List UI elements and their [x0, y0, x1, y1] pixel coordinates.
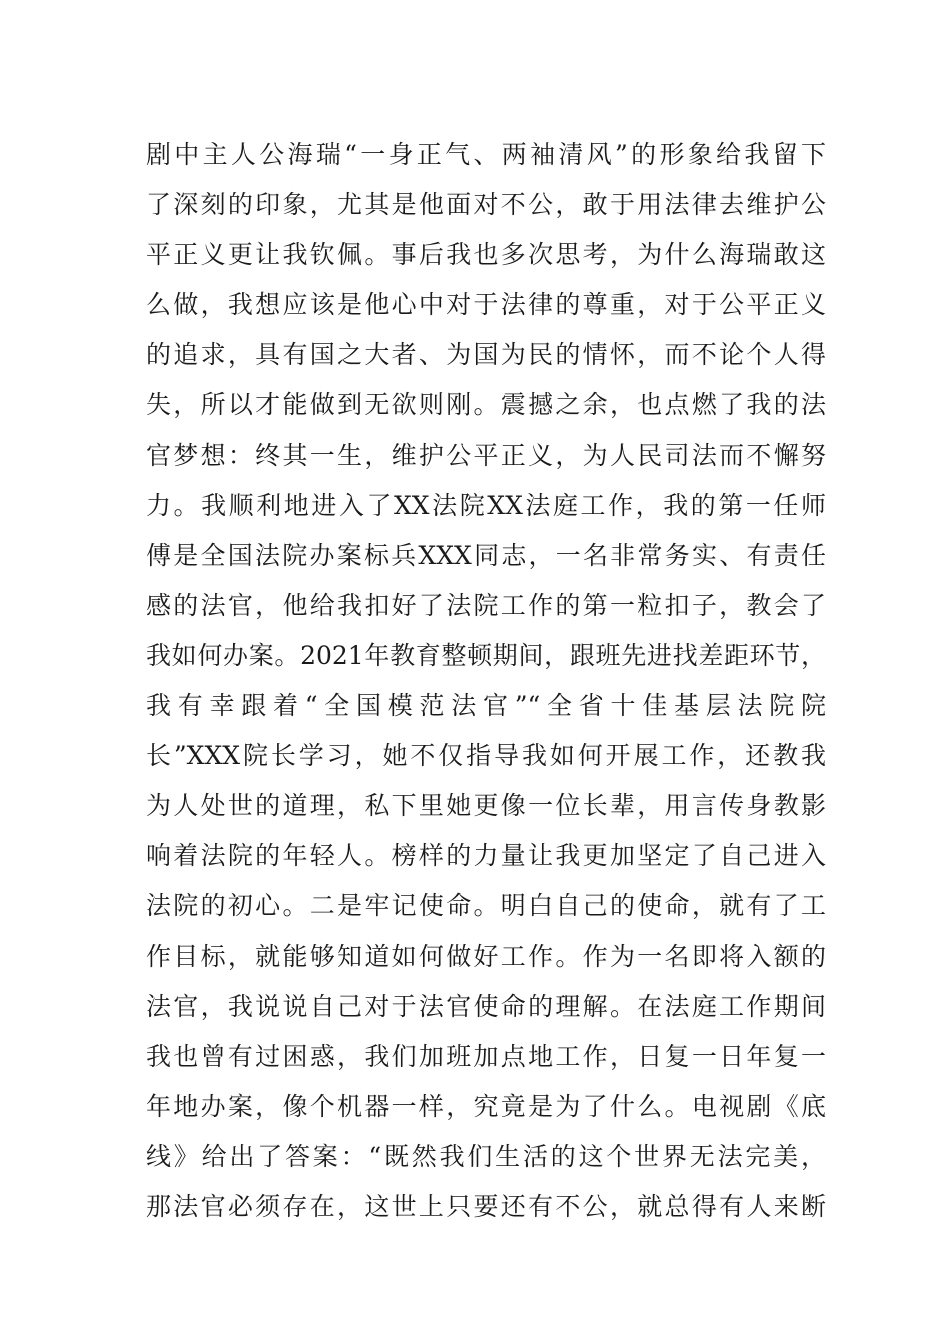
text-line: 感的法官，他给我扣好了法院工作的第一粒扣子，教会了 — [146, 590, 826, 620]
text-line: 那法官必须存在，这世上只要还有不公，就总得有人来断 — [146, 1191, 826, 1221]
text-line: 力。我顺利地进入了XX法院XX法庭工作，我的第一任师 — [146, 490, 826, 520]
text-line: 官梦想：终其一生，维护公平正义，为人民司法而不懈努 — [146, 440, 826, 470]
text-line: 平正义更让我钦佩。事后我也多次思考，为什么海瑞敢这 — [146, 240, 826, 270]
text-line: 我有幸跟着“全国模范法官”“全省十佳基层法院院 — [146, 691, 826, 721]
text-line: 响着法院的年轻人。榜样的力量让我更加坚定了自己进入 — [146, 841, 826, 871]
body-paragraph — [146, 130, 826, 1232]
text-line: 了深刻的印象，尤其是他面对不公，敢于用法律去维护公 — [146, 190, 826, 220]
text-line: 年地办案，像个机器一样，究竟是为了什么。电视剧《底 — [146, 1091, 826, 1121]
text-line: 法官，我说说自己对于法官使命的理解。在法庭工作期间 — [146, 991, 826, 1021]
text-line: 法院的初心。二是牢记使命。明白自己的使命，就有了工 — [146, 891, 826, 921]
text-line: 傅是全国法院办案标兵XXX同志，一名非常务实、有责任 — [146, 540, 826, 570]
text-line: 的追求，具有国之大者、为国为民的情怀，而不论个人得 — [146, 340, 826, 370]
text-line: 么做，我想应该是他心中对于法律的尊重，对于公平正义 — [146, 290, 826, 320]
text-line: 剧中主人公海瑞“一身正气、两袖清风”的形象给我留下 — [146, 140, 826, 169]
text-line: 线》给出了答案：“既然我们生活的这个世界无法完美， — [146, 1141, 826, 1171]
text-line: 我也曾有过困惑，我们加班加点地工作，日复一日年复一 — [146, 1041, 826, 1071]
text-line: 失，所以才能做到无欲则刚。震撼之余，也点燃了我的法 — [146, 390, 826, 420]
text-line: 我如何办案。2021年教育整顿期间，跟班先进找差距环节， — [146, 640, 826, 670]
text-line: 为人处世的道理，私下里她更像一位长辈，用言传身教影 — [146, 791, 826, 821]
text-line: 作目标，就能够知道如何做好工作。作为一名即将入额的 — [146, 941, 826, 971]
text-line: 长”XXX院长学习，她不仅指导我如何开展工作，还教我 — [146, 741, 826, 771]
